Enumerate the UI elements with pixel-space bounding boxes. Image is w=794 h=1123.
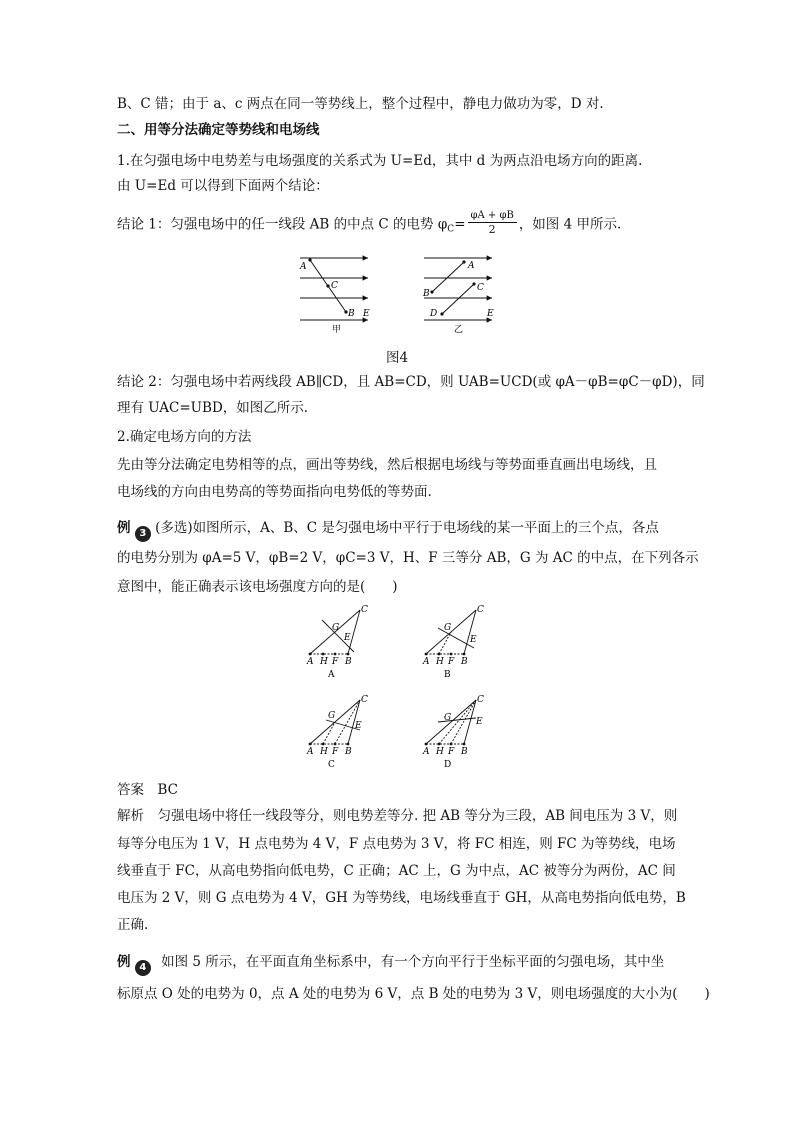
fraction-numerator: φA + φB <box>468 210 517 223</box>
label: G <box>328 711 336 721</box>
label-a: A <box>300 262 307 272</box>
point <box>322 653 325 656</box>
text-line: 电场线的方向由电势高的等势面指向电势低的等势面. <box>117 484 432 500</box>
point <box>347 743 350 746</box>
phi-subscript: C <box>447 224 455 235</box>
section-heading: 二、用等分法确定等势线和电场线 <box>117 122 320 138</box>
point-d <box>440 312 443 315</box>
option-d-diagram <box>418 692 488 772</box>
solution-line: 解析 匀强电场中将任一线段等分，则电势差等分. 把 AB 等分为三段，AB 间电压为 3 V，则 <box>117 808 678 824</box>
point <box>309 743 312 746</box>
point-a <box>462 260 465 263</box>
label-c: C <box>477 283 484 293</box>
label: F <box>448 657 455 667</box>
figure-4-caption: 图4 <box>386 350 409 366</box>
label: B <box>345 747 352 757</box>
fraction <box>468 210 517 236</box>
text-line: B、C 错；由于 a、c 两点在同一等势线上，整个过程中，静电力做功为零，D 对. <box>117 96 604 112</box>
option-letter: C <box>328 760 335 770</box>
point <box>347 653 350 656</box>
example-number-badge: 4 <box>135 960 151 976</box>
segment-dc <box>442 284 474 314</box>
figure-4-jia <box>296 250 376 336</box>
example-3-text: (多选)如图所示，A、B、C 是匀强电场中平行于电场线的某一平面上的三个点，各点 <box>155 520 659 536</box>
answer-line: 答案 BC <box>117 782 179 798</box>
text-line: 由 U=Ed 可以得到下面两个结论： <box>117 178 329 194</box>
label: E <box>344 633 351 643</box>
label: G <box>444 623 452 633</box>
caption-yi: 乙 <box>454 325 464 335</box>
conclusion-1 <box>117 212 621 240</box>
option-b-diagram <box>418 602 488 682</box>
label: A <box>307 747 314 757</box>
point <box>438 743 441 746</box>
text-line: 结论 2：匀强电场中若两线段 AB∥CD，且 AB=CD，则 UAB=UCD(或 φA－φB=φC－φD)，同 <box>117 374 705 390</box>
label: E <box>476 717 483 727</box>
label: A <box>423 747 430 757</box>
figure-4-yi <box>420 250 500 336</box>
label: H <box>320 657 328 667</box>
equipotential-line <box>323 722 335 744</box>
option-c-diagram <box>302 692 372 772</box>
label-d: D <box>430 309 438 319</box>
label: C <box>361 605 368 615</box>
label: A <box>423 657 430 667</box>
text-line: 2.确定电场方向的方法 <box>117 429 252 445</box>
label: E <box>355 721 362 731</box>
point <box>463 653 466 656</box>
point <box>425 653 428 656</box>
label: B <box>461 747 468 757</box>
point-b <box>430 290 433 293</box>
label: G <box>332 623 340 633</box>
segment-bc <box>464 610 476 654</box>
label: C <box>477 695 484 705</box>
point <box>334 653 337 656</box>
equipotential-line <box>451 700 476 744</box>
label: A <box>307 657 314 667</box>
solution-line: 正确. <box>117 917 149 933</box>
label: B <box>461 657 468 667</box>
point <box>425 743 428 746</box>
point-c <box>472 282 475 285</box>
label: F <box>332 657 339 667</box>
caption-jia: 甲 <box>332 325 342 335</box>
segment-bc <box>464 700 476 744</box>
solution-line: 电压为 2 V，则 G 点电势为 4 V，GH 为等势线，电场线垂直于 GH，从高电势指向低电势，B <box>117 890 686 906</box>
label: H <box>436 747 444 757</box>
text-line: 标原点 O 处的电势为 0，点 A 处的电势为 6 V，点 B 处的电势为 3 V，则电场强度的大小为( ) <box>117 986 710 1002</box>
label: C <box>477 605 484 615</box>
point <box>450 743 453 746</box>
text-line: 理有 UAC=UBD，如图乙所示. <box>117 400 309 416</box>
segment-ba <box>432 262 464 292</box>
point <box>309 653 312 656</box>
label: F <box>332 747 339 757</box>
text-line: 的电势分别为 φA=5 V，φB=2 V，φC=3 V，H、F 三等分 AB，G 为 AC 的中点，在下列各示 <box>117 550 699 566</box>
label: E <box>470 635 477 645</box>
option-letter: B <box>444 670 451 680</box>
text-line: 1.在匀强电场中电势差与电场强度的关系式为 U=Ed，其中 d 为两点沿电场方向的距离. <box>117 153 643 169</box>
equals-sign: = <box>454 216 466 233</box>
label-e: E <box>363 309 370 319</box>
option-letter: D <box>444 760 452 770</box>
label-c: C <box>331 281 338 291</box>
point-c <box>326 284 329 287</box>
option-a-diagram <box>302 602 372 682</box>
example-3-line <box>117 518 659 542</box>
conclusion-1-tail: ，如图 4 甲所示. <box>518 216 622 233</box>
example-tag: 例 <box>117 954 131 970</box>
example-tag: 例 <box>117 520 131 536</box>
label: B <box>345 657 352 667</box>
label: H <box>436 657 444 667</box>
label: G <box>444 713 452 723</box>
label-b: B <box>348 309 355 319</box>
text-line: 意图中，能正确表示该电场强度方向的是( ) <box>117 579 398 595</box>
solution-line: 线垂直于 FC，从高电势指向低电势，C 正确；AC 上，G 为中点，AC 被等分为两份，AC 间 <box>117 863 676 879</box>
text-line: 先由等分法确定电势相等的点，画出等势线，然后根据电场线与等势面垂直画出电场线，且 <box>117 457 657 473</box>
example-number-badge: 3 <box>135 526 151 542</box>
example-4-text: 如图 5 所示，在平面直角坐标系中，有一个方向平行于坐标平面的匀强电场，其中坐 <box>161 954 665 970</box>
label-a: A <box>468 261 475 271</box>
fraction-denominator: 2 <box>488 223 496 236</box>
point <box>438 653 441 656</box>
label-e: E <box>487 309 494 319</box>
label: H <box>320 747 328 757</box>
label: F <box>448 747 455 757</box>
example-4-line <box>117 952 664 976</box>
option-letter: A <box>328 670 335 680</box>
point <box>334 743 337 746</box>
point <box>463 743 466 746</box>
equipotential-line <box>439 632 451 654</box>
label: C <box>361 695 368 705</box>
point-a <box>308 258 311 261</box>
point <box>322 743 325 746</box>
point <box>450 653 453 656</box>
conclusion-1-text: 结论 1：匀强电场中的任一线段 AB 的中点 C 的电势 φ <box>117 216 448 233</box>
solution-line: 每等分电压为 1 V，H 点电势为 4 V，F 点电势为 3 V，将 FC 相连，则 FC 为等势线，电场 <box>117 836 676 852</box>
label-b: B <box>423 289 430 299</box>
